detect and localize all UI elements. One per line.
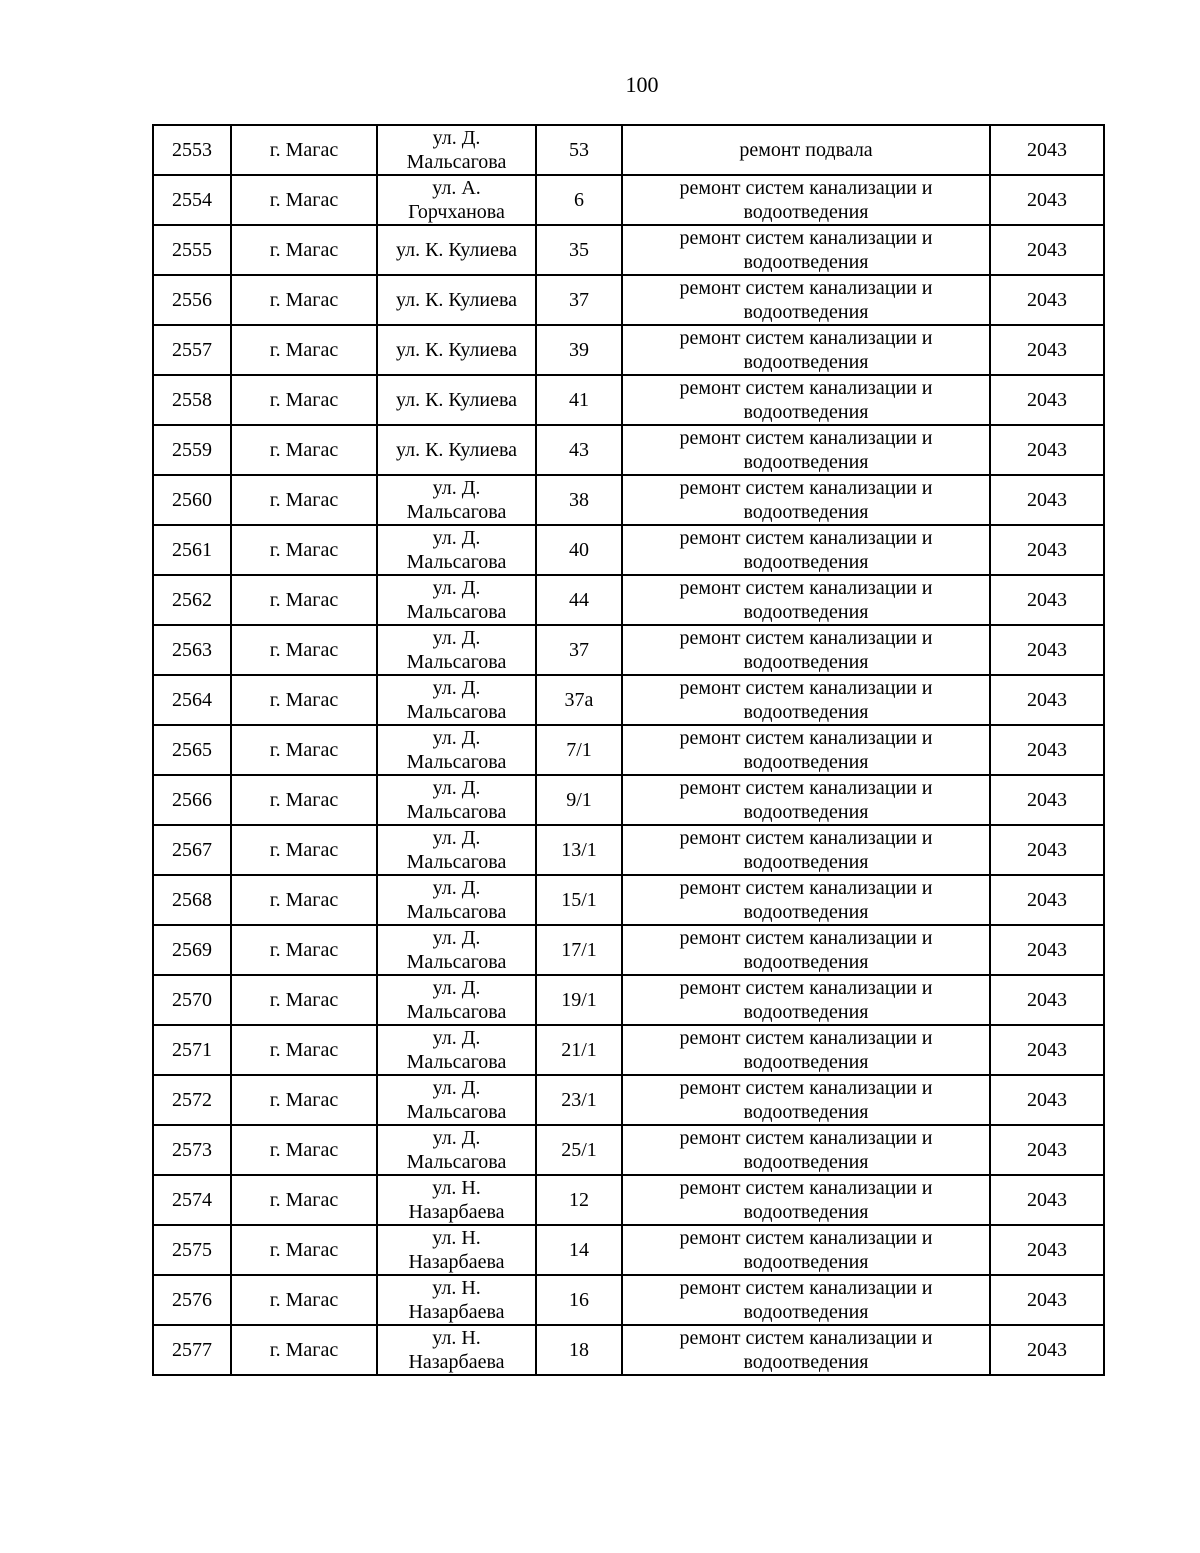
row-number-cell: 2575 — [153, 1225, 231, 1275]
row-number-cell: 2565 — [153, 725, 231, 775]
street-cell: ул. Н. Назарбаева — [377, 1275, 536, 1325]
table-row — [153, 825, 1104, 875]
year-cell: 2043 — [990, 875, 1104, 925]
table-row — [153, 775, 1104, 825]
table-row — [153, 425, 1104, 475]
city-cell: г. Магас — [231, 875, 377, 925]
city-cell: г. Магас — [231, 1025, 377, 1075]
house-number-cell: 40 — [536, 525, 622, 575]
page-number: 100 — [625, 72, 659, 97]
street-cell: ул. Д. Мальсагова — [377, 925, 536, 975]
row-number-cell: 2563 — [153, 625, 231, 675]
row-number-cell: 2556 — [153, 275, 231, 325]
house-number-cell: 43 — [536, 425, 622, 475]
table-row — [153, 925, 1104, 975]
year-cell: 2043 — [990, 225, 1104, 275]
row-number-cell: 2562 — [153, 575, 231, 625]
work-type-cell: ремонт подвала — [622, 125, 990, 175]
house-number-cell: 6 — [536, 175, 622, 225]
register-body — [153, 125, 1104, 1375]
street-cell: ул. Н. Назарбаева — [377, 1225, 536, 1275]
year-cell: 2043 — [990, 675, 1104, 725]
work-type-cell: ремонт систем канализации и водоотведения — [622, 625, 990, 675]
city-cell: г. Магас — [231, 925, 377, 975]
street-cell: ул. Д. Мальсагова — [377, 625, 536, 675]
year-cell: 2043 — [990, 975, 1104, 1025]
city-cell: г. Магас — [231, 275, 377, 325]
house-number-cell: 16 — [536, 1275, 622, 1325]
house-number-cell: 39 — [536, 325, 622, 375]
work-type-cell: ремонт систем канализации и водоотведения — [622, 975, 990, 1025]
street-cell: ул. Д. Мальсагова — [377, 125, 536, 175]
house-number-cell: 7/1 — [536, 725, 622, 775]
street-cell: ул. К. Кулиева — [377, 425, 536, 475]
work-type-cell: ремонт систем канализации и водоотведения — [622, 575, 990, 625]
street-cell: ул. К. Кулиева — [377, 375, 536, 425]
city-cell: г. Магас — [231, 175, 377, 225]
street-cell: ул. Д. Мальсагова — [377, 675, 536, 725]
table-row — [153, 1025, 1104, 1075]
work-type-cell: ремонт систем канализации и водоотведения — [622, 475, 990, 525]
year-cell: 2043 — [990, 825, 1104, 875]
house-number-cell: 13/1 — [536, 825, 622, 875]
year-cell: 2043 — [990, 1075, 1104, 1125]
city-cell: г. Магас — [231, 375, 377, 425]
house-number-cell: 41 — [536, 375, 622, 425]
row-number-cell: 2577 — [153, 1325, 231, 1375]
year-cell: 2043 — [990, 125, 1104, 175]
row-number-cell: 2569 — [153, 925, 231, 975]
city-cell: г. Магас — [231, 975, 377, 1025]
city-cell: г. Магас — [231, 775, 377, 825]
house-number-cell: 18 — [536, 1325, 622, 1375]
street-cell: ул. Д. Мальсагова — [377, 475, 536, 525]
table-row — [153, 375, 1104, 425]
row-number-cell: 2555 — [153, 225, 231, 275]
year-cell: 2043 — [990, 375, 1104, 425]
city-cell: г. Магас — [231, 125, 377, 175]
year-cell: 2043 — [990, 475, 1104, 525]
row-number-cell: 2573 — [153, 1125, 231, 1175]
table-row — [153, 1075, 1104, 1125]
city-cell: г. Магас — [231, 1225, 377, 1275]
city-cell: г. Магас — [231, 1325, 377, 1375]
year-cell: 2043 — [990, 625, 1104, 675]
row-number-cell: 2564 — [153, 675, 231, 725]
street-cell: ул. К. Кулиева — [377, 325, 536, 375]
row-number-cell: 2566 — [153, 775, 231, 825]
work-type-cell: ремонт систем канализации и водоотведения — [622, 225, 990, 275]
table-row — [153, 275, 1104, 325]
table-row — [153, 1275, 1104, 1325]
work-type-cell: ремонт систем канализации и водоотведения — [622, 825, 990, 875]
city-cell: г. Магас — [231, 225, 377, 275]
house-number-cell: 38 — [536, 475, 622, 525]
city-cell: г. Магас — [231, 475, 377, 525]
row-number-cell: 2571 — [153, 1025, 231, 1075]
house-number-cell: 21/1 — [536, 1025, 622, 1075]
house-number-cell: 14 — [536, 1225, 622, 1275]
table-row — [153, 325, 1104, 375]
work-type-cell: ремонт систем канализации и водоотведения — [622, 375, 990, 425]
city-cell: г. Магас — [231, 825, 377, 875]
year-cell: 2043 — [990, 1125, 1104, 1175]
table-row — [153, 625, 1104, 675]
year-cell: 2043 — [990, 525, 1104, 575]
table-row — [153, 475, 1104, 525]
city-cell: г. Магас — [231, 725, 377, 775]
table-row — [153, 1125, 1104, 1175]
street-cell: ул. Д. Мальсагова — [377, 875, 536, 925]
house-number-cell: 19/1 — [536, 975, 622, 1025]
year-cell: 2043 — [990, 1175, 1104, 1225]
work-type-cell: ремонт систем канализации и водоотведения — [622, 775, 990, 825]
house-number-cell: 44 — [536, 575, 622, 625]
work-type-cell: ремонт систем канализации и водоотведения — [622, 525, 990, 575]
work-type-cell: ремонт систем канализации и водоотведения — [622, 1325, 990, 1375]
row-number-cell: 2553 — [153, 125, 231, 175]
table-row — [153, 175, 1104, 225]
city-cell: г. Магас — [231, 675, 377, 725]
work-type-cell: ремонт систем канализации и водоотведения — [622, 875, 990, 925]
work-type-cell: ремонт систем канализации и водоотведения — [622, 725, 990, 775]
city-cell: г. Магас — [231, 1275, 377, 1325]
table-row — [153, 125, 1104, 175]
year-cell: 2043 — [990, 775, 1104, 825]
street-cell: ул. Д. Мальсагова — [377, 825, 536, 875]
city-cell: г. Магас — [231, 325, 377, 375]
table-row — [153, 1225, 1104, 1275]
city-cell: г. Магас — [231, 425, 377, 475]
row-number-cell: 2568 — [153, 875, 231, 925]
table-row — [153, 875, 1104, 925]
work-type-cell: ремонт систем канализации и водоотведения — [622, 1225, 990, 1275]
table-row — [153, 575, 1104, 625]
row-number-cell: 2557 — [153, 325, 231, 375]
table-row — [153, 225, 1104, 275]
city-cell: г. Магас — [231, 1125, 377, 1175]
work-type-cell: ремонт систем канализации и водоотведения — [622, 425, 990, 475]
table-row — [153, 725, 1104, 775]
table-row — [153, 525, 1104, 575]
street-cell: ул. Д. Мальсагова — [377, 1025, 536, 1075]
house-number-cell: 37 — [536, 275, 622, 325]
house-number-cell: 9/1 — [536, 775, 622, 825]
city-cell: г. Магас — [231, 525, 377, 575]
work-type-cell: ремонт систем канализации и водоотведения — [622, 675, 990, 725]
year-cell: 2043 — [990, 1225, 1104, 1275]
row-number-cell: 2554 — [153, 175, 231, 225]
street-cell: ул. Д. Мальсагова — [377, 775, 536, 825]
work-type-cell: ремонт систем канализации и водоотведения — [622, 1125, 990, 1175]
year-cell: 2043 — [990, 925, 1104, 975]
house-number-cell: 15/1 — [536, 875, 622, 925]
year-cell: 2043 — [990, 575, 1104, 625]
year-cell: 2043 — [990, 175, 1104, 225]
street-cell: ул. Д. Мальсагова — [377, 1125, 536, 1175]
house-number-cell: 17/1 — [536, 925, 622, 975]
row-number-cell: 2576 — [153, 1275, 231, 1325]
table-row — [153, 1325, 1104, 1375]
work-type-cell: ремонт систем канализации и водоотведения — [622, 1275, 990, 1325]
street-cell: ул. Д. Мальсагова — [377, 575, 536, 625]
house-number-cell: 53 — [536, 125, 622, 175]
street-cell: ул. Д. Мальсагова — [377, 725, 536, 775]
year-cell: 2043 — [990, 425, 1104, 475]
row-number-cell: 2559 — [153, 425, 231, 475]
work-type-cell: ремонт систем канализации и водоотведения — [622, 175, 990, 225]
house-number-cell: 37а — [536, 675, 622, 725]
house-number-cell: 37 — [536, 625, 622, 675]
table-row — [153, 1175, 1104, 1225]
work-type-cell: ремонт систем канализации и водоотведения — [622, 1075, 990, 1125]
register-table — [152, 124, 1105, 1376]
house-number-cell: 35 — [536, 225, 622, 275]
year-cell: 2043 — [990, 1025, 1104, 1075]
row-number-cell: 2574 — [153, 1175, 231, 1225]
row-number-cell: 2567 — [153, 825, 231, 875]
year-cell: 2043 — [990, 1325, 1104, 1375]
city-cell: г. Магас — [231, 1075, 377, 1125]
city-cell: г. Магас — [231, 575, 377, 625]
row-number-cell: 2561 — [153, 525, 231, 575]
work-type-cell: ремонт систем канализации и водоотведения — [622, 925, 990, 975]
work-type-cell: ремонт систем канализации и водоотведения — [622, 275, 990, 325]
work-type-cell: ремонт систем канализации и водоотведения — [622, 325, 990, 375]
street-cell: ул. К. Кулиева — [377, 275, 536, 325]
year-cell: 2043 — [990, 325, 1104, 375]
work-type-cell: ремонт систем канализации и водоотведения — [622, 1175, 990, 1225]
street-cell: ул. Д. Мальсагова — [377, 525, 536, 575]
row-number-cell: 2570 — [153, 975, 231, 1025]
table-row — [153, 975, 1104, 1025]
street-cell: ул. Н. Назарбаева — [377, 1325, 536, 1375]
city-cell: г. Магас — [231, 1175, 377, 1225]
year-cell: 2043 — [990, 275, 1104, 325]
house-number-cell: 23/1 — [536, 1075, 622, 1125]
year-cell: 2043 — [990, 725, 1104, 775]
table-row — [153, 675, 1104, 725]
city-cell: г. Магас — [231, 625, 377, 675]
row-number-cell: 2572 — [153, 1075, 231, 1125]
year-cell: 2043 — [990, 1275, 1104, 1325]
street-cell: ул. Д. Мальсагова — [377, 975, 536, 1025]
street-cell: ул. Д. Мальсагова — [377, 1075, 536, 1125]
house-number-cell: 25/1 — [536, 1125, 622, 1175]
row-number-cell: 2560 — [153, 475, 231, 525]
work-type-cell: ремонт систем канализации и водоотведения — [622, 1025, 990, 1075]
row-number-cell: 2558 — [153, 375, 231, 425]
street-cell: ул. Н. Назарбаева — [377, 1175, 536, 1225]
street-cell: ул. К. Кулиева — [377, 225, 536, 275]
house-number-cell: 12 — [536, 1175, 622, 1225]
street-cell: ул. А. Горчханова — [377, 175, 536, 225]
